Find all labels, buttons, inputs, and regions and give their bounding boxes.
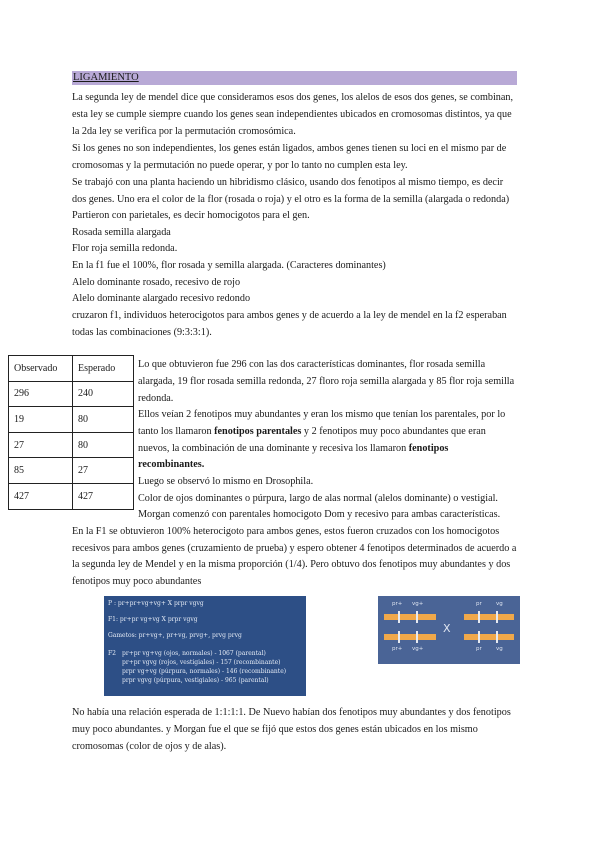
cell-observed: 85 [9, 458, 73, 484]
text-line: Lo que obtuvieron fue 296 con las dos características dominantes, flor rosada semilla [138, 359, 486, 370]
chromosome-bar [384, 614, 436, 620]
allele-label: vg+ [412, 646, 424, 652]
locus-marker [416, 611, 418, 623]
text-line: Color de ojos dominantes o púrpura, largo de alas normal (alelos dominante) o vestigial. [138, 493, 498, 504]
cell-expected: 427 [73, 483, 134, 509]
text-line: redonda. [138, 393, 174, 404]
cell-expected: 80 [73, 432, 134, 458]
cross-diagram [104, 596, 306, 696]
locus-marker [478, 631, 480, 643]
term-parental-phenotypes: fenotipos parentales [214, 426, 302, 437]
text-line: fenotipos muy poco abundantes [72, 576, 202, 587]
text-run: tanto los llamaron [138, 426, 215, 437]
table-row [9, 458, 134, 484]
text-line: cromosomas (color de ojos y de alas). [72, 741, 227, 752]
cross-f1-line: F1: pr+pr vg+vg X prpr vgvg [108, 616, 198, 623]
text-line: Partieron con parietales, es decir homocigotos para el gen. [72, 210, 310, 221]
text-line: cruzaron f1, individuos heterocigotos para ambos genes y de acuerdo a la ley de mendel en la f2 esperaban [72, 310, 507, 321]
allele-label: pr+ [392, 601, 403, 607]
cell-observed: 27 [9, 432, 73, 458]
text-line [138, 423, 486, 440]
text-line: Morgan comenzó con parentales homocigoto Dom y recesivo para ambas características. [138, 509, 501, 520]
allele-label: vg+ [412, 601, 424, 607]
table-header-row [9, 356, 134, 382]
header-observed: Observado [9, 356, 73, 382]
text-line: La segunda ley de mendel dice que consideramos esos dos genes, los alelos de esos dos genes, se combinan, [72, 92, 514, 103]
text-line: Rosada semilla alargada [72, 227, 171, 238]
allele-label: vg [496, 601, 503, 607]
text-line: Alelo dominante rosado, recesivo de rojo [72, 277, 241, 288]
text-line: Luego se observó lo mismo en Drosophila. [138, 476, 314, 487]
text-line: cromosomas y la permutación no puede operar, y por lo tanto no cumplen esta ley. [72, 160, 408, 171]
text-line: Alelo dominante alargado recesivo redondo [72, 293, 251, 304]
text-run: y 2 fenotipos muy poco abundantes que eran [301, 426, 486, 437]
cell-observed: 296 [9, 381, 73, 407]
table-row [9, 483, 134, 509]
allele-label: vg [496, 646, 503, 652]
text-line: Se trabajó con una planta haciendo un hibridismo clásico, usando dos fenotipos al mismo tiempo, es decir [72, 177, 504, 188]
locus-marker [398, 631, 400, 643]
cross-f2-row: prpr vg+vg (púrpura, normales) - 146 (recombinante) [122, 668, 287, 675]
allele-label: pr+ [392, 646, 403, 652]
cell-expected: 240 [73, 381, 134, 407]
text-run: nuevos, la combinación de una dominante y recesiva los llamaron [138, 443, 409, 454]
chromosome-bar [464, 614, 514, 620]
cell-observed: 19 [9, 407, 73, 433]
header-expected: Esperado [73, 356, 134, 382]
locus-marker [496, 611, 498, 623]
table-row [9, 407, 134, 433]
locus-marker [496, 631, 498, 643]
locus-marker [478, 611, 480, 623]
cross-f2-row: pr+pr vg+vg (ojos, normales) - 1067 (parental) [122, 650, 266, 657]
text-line: muy poco abundantes. y Morgan fue el que se fijó que estos dos genes están ubicados en los mismo [72, 724, 478, 735]
text-line: la segunda ley de Mendel y en la misma proporción (1/4). Pero obtuvo dos fenotipos muy abundantes y dos [72, 559, 511, 570]
text-line: No había una relación esperada de 1:1:1:1. De Nuevo habían dos fenotipos muy abundantes y dos fenotipos [72, 707, 511, 718]
text-line: dos genes. Uno era el color de la flor (rosada o roja) y el otro es la forma de la semilla (alargada o redonda) [72, 194, 510, 205]
chromosome-bar [464, 634, 514, 640]
term-recombinant-phenotypes: fenotipos [408, 443, 449, 454]
cross-f2-row: pr+pr vgvg (rojos, vestigiales) - 157 (recombinante) [122, 659, 281, 666]
text-line [138, 440, 448, 457]
text-line: Ellos veían 2 fenotipos muy abundantes y eran los mismo que tenían los parentales, por lo [138, 409, 506, 420]
cell-expected: 80 [73, 407, 134, 433]
text-line: todas las combinaciones (9:3:3:1). [72, 327, 212, 338]
cross-f2-label: F2 [108, 650, 116, 657]
results-table [8, 355, 134, 510]
allele-label: pr [476, 601, 482, 607]
chromosome-bar [384, 634, 436, 640]
locus-marker [416, 631, 418, 643]
cell-expected: 27 [73, 458, 134, 484]
cross-gametes-line: Gametos: pr+vg+, pr+vg, prvg+, prvg prvg [108, 632, 242, 639]
table-row [9, 381, 134, 407]
cross-parental-line: P : pr+pr+vg+vg+ X prpr vgvg [108, 600, 204, 607]
text-line: alargada, 19 flor rosada semilla redonda, 27 floro roja semilla alargada y 85 flor roja semilla [138, 376, 515, 387]
text-line: Flor roja semilla redonda. [72, 243, 178, 254]
text-line: esta ley se cumple siempre cuando los genes sean independientes ubicados en cromosomas distintos, ya que [72, 109, 512, 120]
section-title: LIGAMIENTO [72, 71, 517, 85]
cross-symbol: X [443, 622, 451, 635]
text-line: recombinantes. [138, 459, 205, 470]
locus-marker [398, 611, 400, 623]
cell-observed: 427 [9, 483, 73, 509]
cross-f2-row: prpr vgvg (púrpura, vestigiales) - 965 (parental) [122, 677, 269, 684]
text-line: la 2da ley se verifica por la permutación cromosómica. [72, 126, 296, 137]
text-line: En la F1 se obtuvieron 100% heterocigoto para ambos genes, estos fueron cruzados con los homocigotos [72, 526, 500, 537]
text-line: Si los genes no son independientes, los genes están ligados, ambos genes tienen su loci en el mismo par de [72, 143, 507, 154]
table-row [9, 432, 134, 458]
allele-label: pr [476, 646, 482, 652]
chromosome-diagram [378, 596, 520, 664]
text-line: En la f1 fue el 100%, flor rosada y semilla alargada. (Caracteres dominantes) [72, 260, 386, 271]
text-line: recesivos para ambos genes (cruzamiento de prueba) y espero obtener 4 fenotipos determinados de acuerdo a [72, 543, 517, 554]
